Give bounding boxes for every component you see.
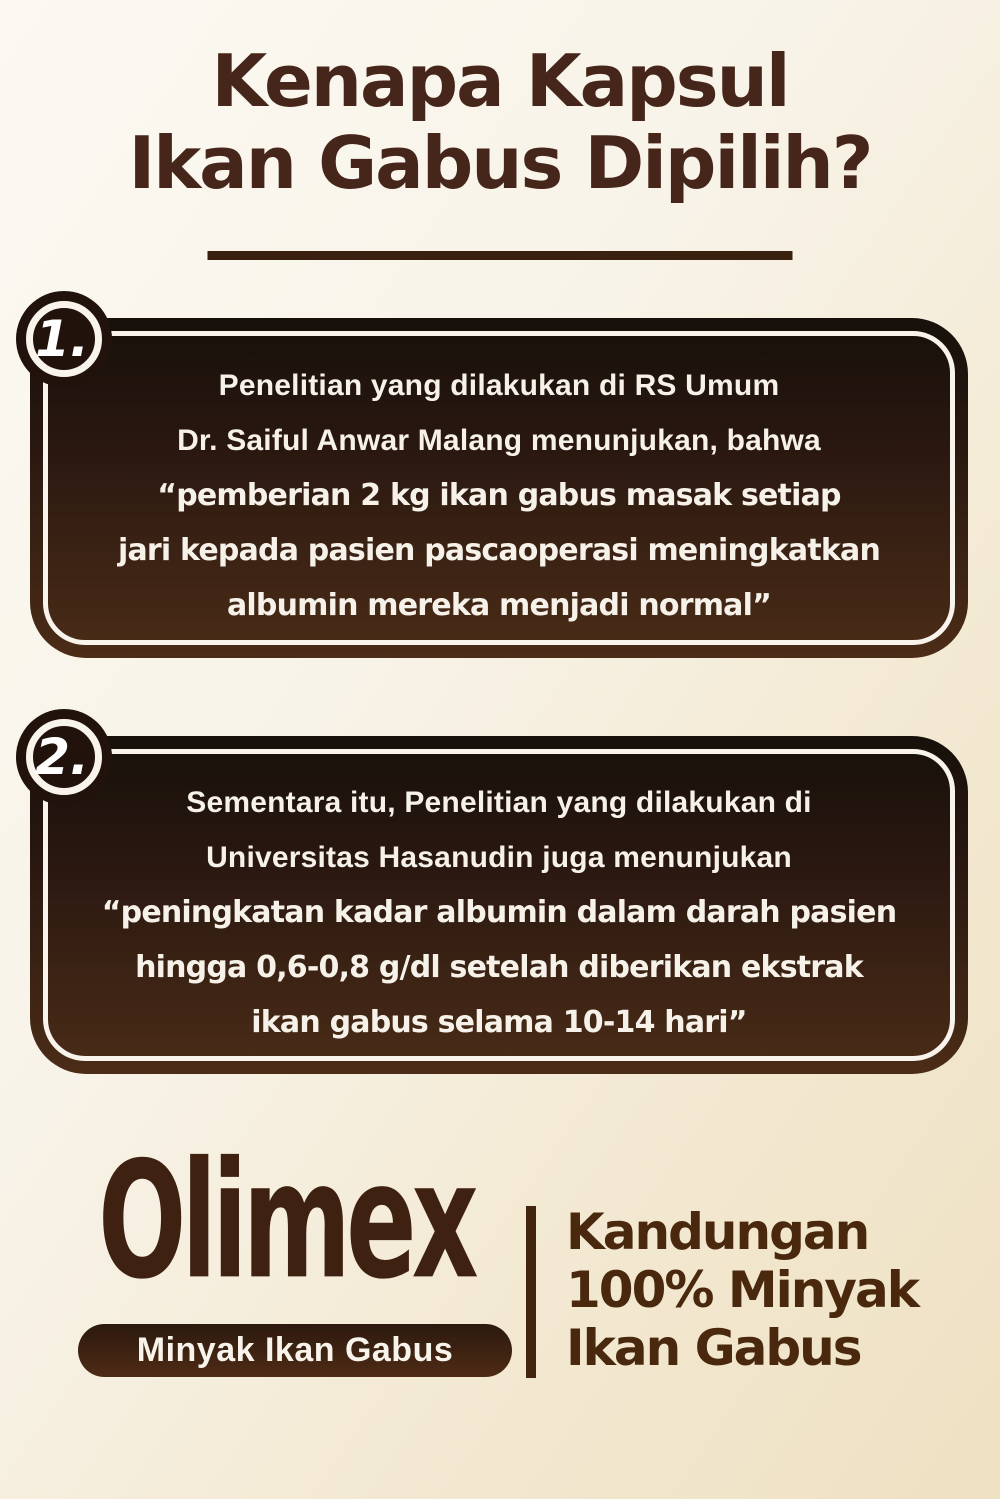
brand-logo: Olimex bbox=[98, 1126, 474, 1316]
card-2-quote-line: hingga 0,6-0,8 g/dl setelah diberikan ekstrak bbox=[135, 949, 863, 985]
brand-badge: Minyak Ikan Gabus bbox=[78, 1324, 512, 1377]
brand-divider bbox=[526, 1206, 536, 1378]
card-2-text bbox=[30, 736, 968, 1074]
card-1-quote-line: jari kepada pasien pascaoperasi meningkatkan bbox=[117, 532, 881, 568]
card-1-line: Dr. Saiful Anwar Malang menunjukan, bahwa bbox=[177, 423, 821, 457]
card-2-number-badge bbox=[26, 719, 102, 795]
card-2-number: 2. bbox=[35, 728, 89, 786]
brand-tagline bbox=[566, 1203, 918, 1377]
page-title-line1: Kenapa Kapsul bbox=[211, 39, 789, 123]
research-card-1 bbox=[30, 310, 968, 658]
card-2-line: Universitas Hasanudin juga menunjukan bbox=[206, 840, 792, 874]
brand-tagline-line3: Ikan Gabus bbox=[566, 1319, 861, 1377]
page-title-line2: Ikan Gabus Dipilih? bbox=[128, 121, 872, 206]
card-1-quote-line: “pemberian 2 kg ikan gabus masak setiap bbox=[157, 477, 841, 513]
research-card-2 bbox=[30, 728, 968, 1074]
page-title bbox=[0, 40, 1000, 204]
brand-tagline-line1: Kandungan bbox=[566, 1203, 869, 1261]
card-1-number: 1. bbox=[35, 310, 89, 368]
card-1-number-badge bbox=[26, 301, 102, 377]
brand-tagline-line2: 100% Minyak bbox=[566, 1261, 918, 1319]
card-2-quote-line: “peningkatan kadar albumin dalam darah pasien bbox=[101, 894, 897, 930]
title-underline bbox=[208, 251, 793, 260]
card-2-quote-line: ikan gabus selama 10-14 hari” bbox=[251, 1004, 747, 1040]
card-1-line: Penelitian yang dilakukan di RS Umum bbox=[218, 368, 780, 402]
card-1-quote-line: albumin mereka menjadi normal” bbox=[226, 587, 772, 623]
card-1-text bbox=[30, 318, 968, 658]
card-2-line: Sementara itu, Penelitian yang dilakukan di bbox=[186, 785, 812, 819]
